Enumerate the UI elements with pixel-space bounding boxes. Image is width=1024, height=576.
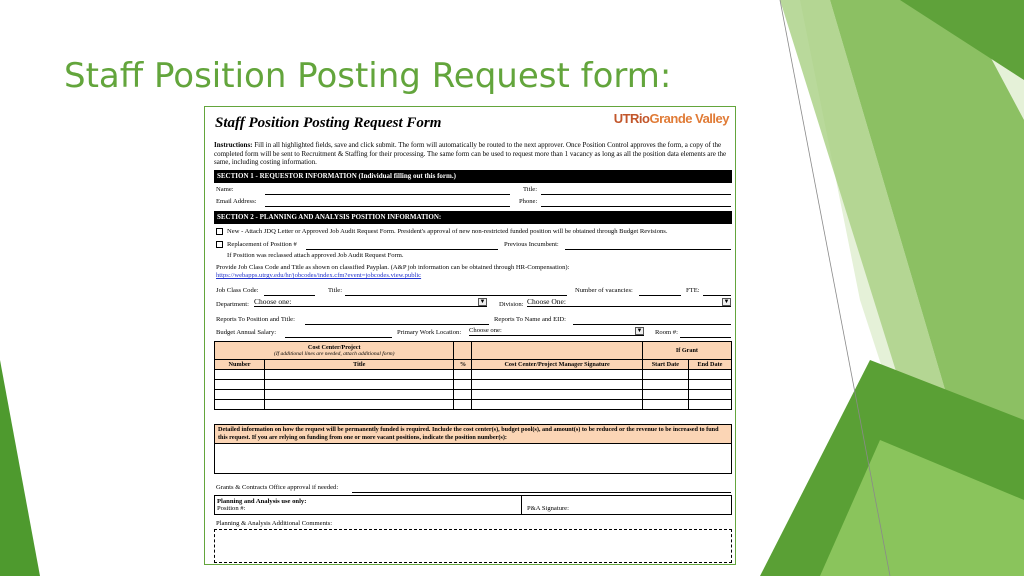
fte-field[interactable] <box>703 295 731 296</box>
division-label: Division: <box>499 301 524 308</box>
title-field[interactable] <box>541 194 731 195</box>
room-label: Room #: <box>655 329 678 336</box>
if-grant-header: If Grant <box>642 342 731 360</box>
table-row <box>215 390 732 400</box>
budget-salary-field[interactable] <box>285 337 392 338</box>
num-vacancies-field[interactable] <box>639 295 681 296</box>
reports-to-name-label: Reports To Name and EID: <box>494 316 566 323</box>
room-field[interactable] <box>680 337 731 338</box>
email-field[interactable] <box>265 206 510 207</box>
reports-to-position-field[interactable] <box>305 324 489 325</box>
name-label: Name: <box>216 186 234 193</box>
col-end-date: End Date <box>688 360 731 370</box>
budget-salary-label: Budget Annual Salary: <box>216 329 277 336</box>
form-image <box>204 106 736 565</box>
instructions: Instructions: Fill in all highlighted fields, save and click submit. The form will automatically be routed to the next approver. Once Position Control approves the form, a copy of the completed form will be sent to Recruitment & Staffing for their processing. The same form can be used to request more than 1 vacancy as long as all the position data elements are the same, including costing information. <box>214 141 727 167</box>
job-title-field[interactable] <box>345 295 567 296</box>
col-percent: % <box>454 360 472 370</box>
phone-label: Phone: <box>519 198 538 205</box>
pa-use-only-box <box>214 495 732 515</box>
reclassed-note: If Position was reclassed attach approved Job Audit Request Form. <box>227 252 404 259</box>
grants-approval-label: Grants & Contracts Office approval if needed: <box>216 484 339 491</box>
funding-detail-header: Detailed information on how the request will be permanently funded is required. Include the cost center(s), budget pool(s), and amount(s) to be reduced or the revenue to be increased to fund this request. If you are relying on funding from one or more vacant positions, indicate the position number(s): <box>215 425 731 444</box>
phone-field[interactable] <box>541 206 731 207</box>
reports-to-name-field[interactable] <box>573 324 731 325</box>
replacement-position-field[interactable] <box>306 249 498 250</box>
pa-signature-label: P&A Signature: <box>527 505 569 512</box>
table-row <box>215 380 732 390</box>
email-label: Email Address: <box>216 198 257 205</box>
pa-comments-box[interactable] <box>214 529 732 563</box>
pa-comments-label: Planning & Analysis Additional Comments: <box>216 520 333 527</box>
primary-location-select[interactable]: Choose one: ▼ <box>469 327 643 334</box>
section1-header: SECTION 1 - REQUESTOR INFORMATION (Individual filling out this form.) <box>214 170 732 183</box>
department-select[interactable]: Choose one: ▼ <box>254 297 486 306</box>
table-row <box>215 400 732 410</box>
num-vacancies-label: Number of vacancies: <box>575 287 633 294</box>
replacement-label: Replacement of Position # <box>227 241 297 248</box>
jobcodes-link[interactable]: https://webapps.utrgv.edu/hr/jobcodes/index.cfm?event=jobcodes.view.public <box>216 272 422 279</box>
replacement-checkbox[interactable] <box>216 241 223 248</box>
cost-center-table <box>214 341 732 410</box>
form-title: Staff Position Posting Request Form <box>215 115 442 131</box>
bottom-left-decoration <box>0 360 40 576</box>
cost-center-group-header: Cost Center/Project (If additional lines are needed, attach additional form) <box>215 342 454 360</box>
utrgv-logo: UTRioGrande Valley <box>613 111 729 126</box>
section2-header: SECTION 2 - PLANNING AND ANALYSIS POSITION INFORMATION: <box>214 211 732 224</box>
primary-location-label: Primary Work Location: <box>397 329 462 336</box>
funding-detail-box[interactable] <box>214 424 732 474</box>
position-num-label: Position #: <box>217 505 246 512</box>
grants-approval-field[interactable] <box>352 492 731 493</box>
col-signature: Cost Center/Project Manager Signature <box>472 360 642 370</box>
previous-incumbent-label: Previous Incumbent: <box>504 241 559 248</box>
chevron-down-icon: ▼ <box>723 299 730 305</box>
title-label: Title: <box>523 186 538 193</box>
new-checkbox[interactable] <box>216 228 223 235</box>
chevron-down-icon: ▼ <box>479 299 486 305</box>
slide-title: Staff Position Posting Request form: <box>64 56 672 96</box>
col-start-date: Start Date <box>642 360 688 370</box>
table-row <box>215 370 732 380</box>
department-label: Department: <box>216 301 249 308</box>
provide-text: Provide Job Class Code and Title as shown on classified Payplan. (A&P job information can be obtained through HR-Compensation): <box>216 264 570 271</box>
job-class-code-field[interactable] <box>264 295 315 296</box>
previous-incumbent-field[interactable] <box>565 249 731 250</box>
name-field[interactable] <box>265 194 510 195</box>
fte-label: FTE: <box>686 287 700 294</box>
pa-use-only-label: Planning and Analysis use only: <box>217 498 307 505</box>
job-title-label: Title: <box>328 287 343 294</box>
col-number: Number <box>215 360 265 370</box>
chevron-down-icon: ▼ <box>636 328 643 334</box>
col-title: Title <box>265 360 454 370</box>
reports-to-position-label: Reports To Position and Title: <box>216 316 295 323</box>
job-class-code-label: Job Class Code: <box>216 287 259 294</box>
division-select[interactable]: Choose One: ▼ <box>527 297 730 306</box>
new-option-label: New - Attach JDQ Letter or Approved Job Audit Request Form. President's approval of new non-restricted funded position will be obtained through Budget Revisions. <box>227 228 668 235</box>
